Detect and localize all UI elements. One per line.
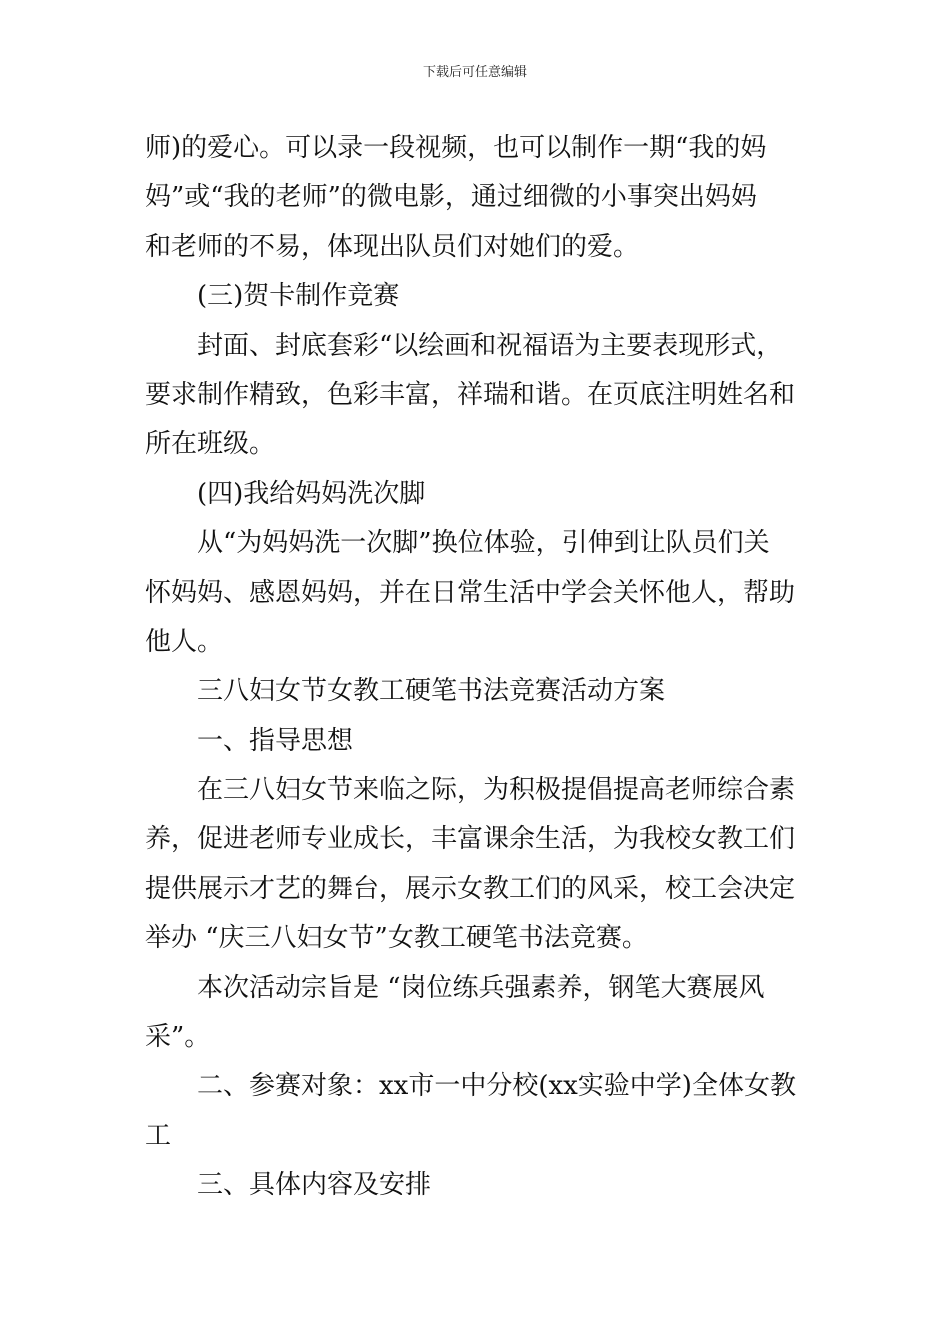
text-line: 工 xyxy=(145,1120,172,1151)
section-heading: (三)贺卡制作竞赛 xyxy=(197,281,400,312)
text-line: 怀妈妈、感恩妈妈，并在日常生活中学会关怀他人，帮助 xyxy=(145,577,796,608)
page-header-note: 下载后可任意编辑 xyxy=(422,65,527,80)
section-heading: 一、指导思想 xyxy=(197,725,354,756)
text-line: 举办 “庆三八妇女节”女教工硬笔书法竞赛。 xyxy=(145,923,648,954)
section-heading: 三、具体内容及安排 xyxy=(197,1170,432,1201)
text-line: 要求制作精致，色彩丰富，祥瑞和谐。在页底注明姓名和 xyxy=(145,379,796,410)
text-line: 和老师的不易，体现出队员们对她们的爱。 xyxy=(145,231,640,262)
text-line: 师)的爱心。可以录一段视频，也可以制作一期“我的妈 xyxy=(145,133,767,163)
text-line: 封面、封底套彩“以绘画和祝福语为主要表现形式， xyxy=(197,330,783,361)
document-title: 三八妇女节女教工硬笔书法竞赛活动方案 xyxy=(197,676,666,707)
text-line: 本次活动宗旨是 “岗位练兵强素养，钢笔大赛展风 xyxy=(197,972,765,1003)
text-line: 提供展示才艺的舞台，展示女教工们的风采，校工会决定 xyxy=(145,873,796,904)
document-body xyxy=(145,124,810,1211)
text-line: 妈”或“我的老师”的微电影，通过细微的小事突出妈妈 xyxy=(145,182,757,213)
section-heading: 二、参赛对象：xx市一中分校(xx实验中学)全体女教 xyxy=(197,1071,796,1102)
text-line: 采”。 xyxy=(145,1022,211,1053)
text-line: 在三八妇女节来临之际，为积极提倡提高老师综合素 xyxy=(197,775,796,806)
text-line: 养，促进老师专业成长，丰富课余生活，为我校女教工们 xyxy=(145,824,796,855)
text-line: 所在班级。 xyxy=(145,429,276,460)
section-heading: (四)我给妈妈洗次脚 xyxy=(197,478,426,509)
text-line: 他人。 xyxy=(145,626,224,657)
text-line: 从“为妈妈洗一次脚”换位体验，引伸到让队员们关 xyxy=(197,528,770,559)
